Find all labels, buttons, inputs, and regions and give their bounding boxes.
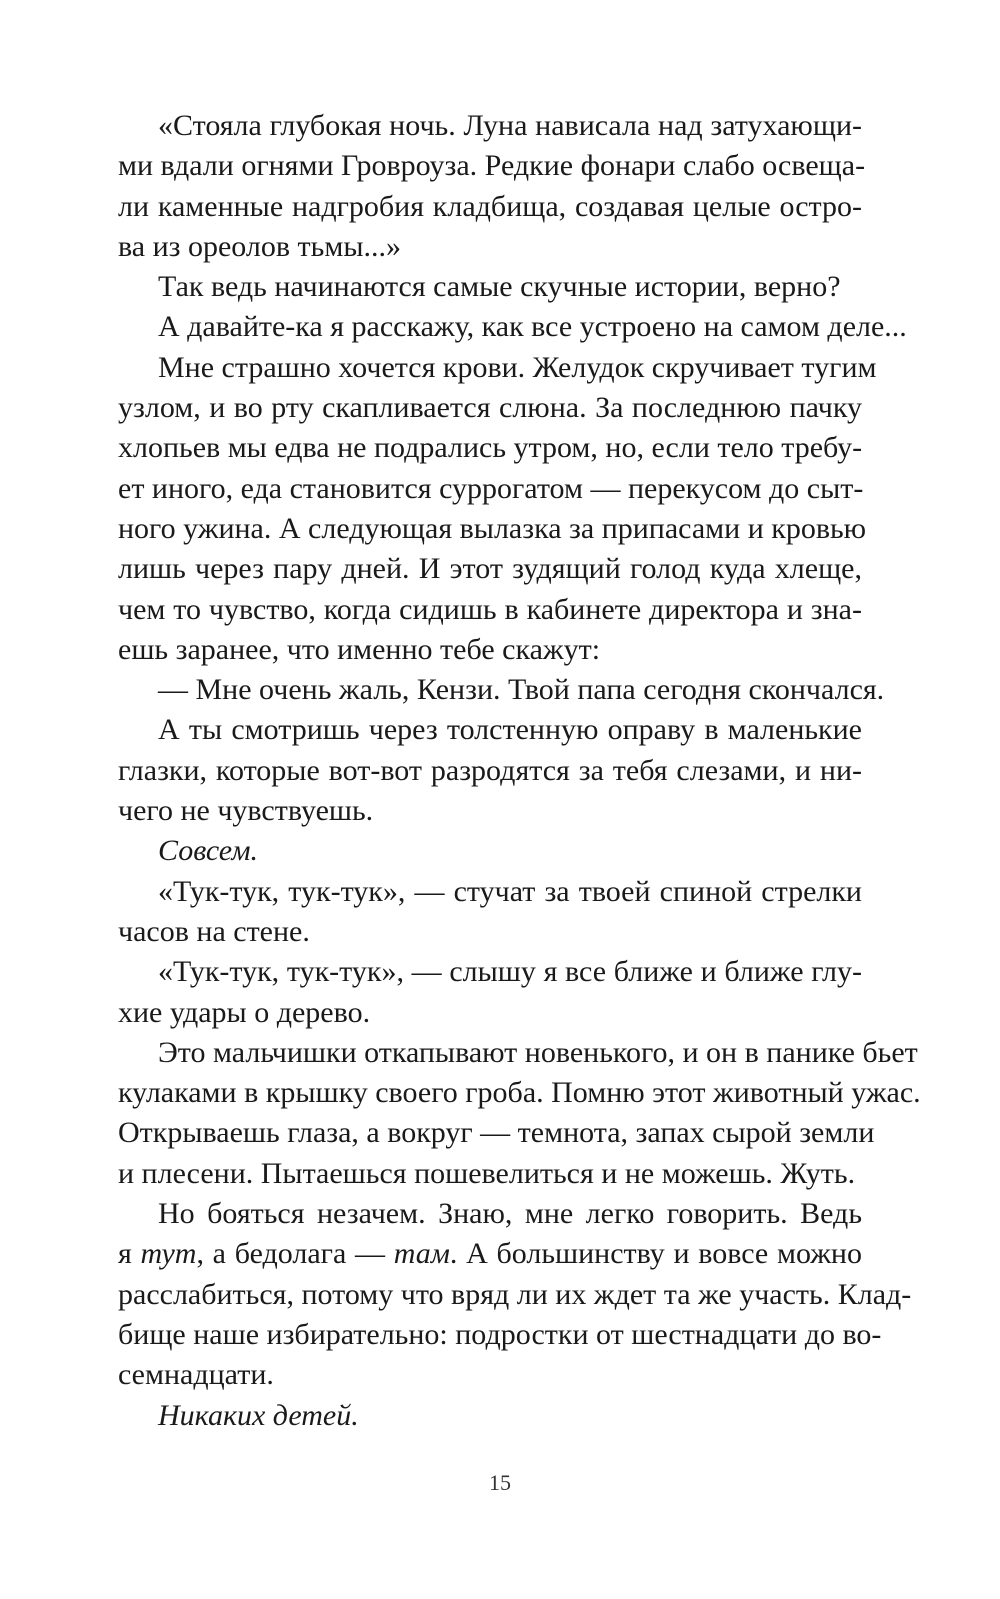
- text-line: Мне страшно хочется крови. Желудок скручивает тугим: [158, 350, 877, 384]
- text-line: бище наше избирательно: подростки от шестнадцати до во-: [118, 1317, 882, 1351]
- text-line: и плесени. Пытаешься пошевелиться и не можешь. Жуть.: [118, 1156, 856, 1190]
- italic-text: Совсем.: [158, 834, 258, 868]
- text-line: ешь заранее, что именно тебе скажут:: [118, 632, 601, 666]
- text-line: — Мне очень жаль, Кензи. Твой папа сегодня скончался.: [158, 673, 885, 707]
- text-line: ного ужина. А следующая вылазка за припасами и кровью: [118, 511, 867, 545]
- text-line: Открываешь глаза, а вокруг — темнота, запах сырой земли: [118, 1116, 875, 1150]
- text-line: чем то чувство, когда сидишь в кабинете директора и зна-: [118, 592, 862, 626]
- text-line: семнадцати.: [118, 1358, 274, 1392]
- page-number: 15: [489, 1470, 511, 1495]
- text-line: «Тук-тук, тук-тук», — слышу я все ближе и ближе глу-: [158, 955, 862, 989]
- text-line: хлопьев мы едва не подрались утром, но, если тело требу-: [118, 431, 863, 465]
- text-line: [118, 1396, 862, 1436]
- text-line-with-italics: я тут, а бедолага — там. А большинству и вовсе можно: [118, 1237, 862, 1271]
- text-line: узлом, и во рту скапливается слюна. За последнюю пачку: [118, 391, 862, 425]
- italic-text: Никаких детей.: [158, 1398, 359, 1432]
- text-line: кулаками в крышку своего гроба. Помню этот животный ужас.: [118, 1076, 921, 1110]
- text-line: ли каменные надгробия кладбища, создавая целые остро-: [118, 189, 862, 223]
- text-line: хие удары о дерево.: [118, 995, 371, 1029]
- text-line: ет иного, еда становится суррогатом — перекусом до сыт-: [118, 471, 864, 505]
- book-page-text: [118, 106, 921, 1436]
- text-line: часов на стене.: [118, 914, 310, 948]
- text-line: глазки, которые вот-вот разродятся за тебя слезами, и ни-: [118, 753, 862, 787]
- text-line: Это мальчишки откапывают новенького, и он в панике бьет: [158, 1035, 918, 1069]
- text-line: [118, 831, 862, 871]
- text-line: ми вдали огнями Гровроуза. Редкие фонари слабо освеща-: [118, 149, 866, 183]
- text-line: «Стояла глубокая ночь. Луна нависала над затухающи-: [158, 109, 862, 142]
- text-line: ва из ореолов тьмы...»: [118, 229, 401, 263]
- text-line: Но бояться незачем. Знаю, мне легко говорить. Ведь: [158, 1197, 862, 1231]
- text-line: лишь через пару дней. И этот зудящий голод куда хлеще,: [118, 552, 862, 586]
- text-line: чего не чувствуешь.: [118, 794, 374, 828]
- text-line: расслабиться, потому что вряд ли их ждет та же участь. Клад-: [118, 1277, 912, 1311]
- italic-text: тут: [140, 1237, 197, 1271]
- text-line: Так ведь начинаются самые скучные истории, верно?: [158, 270, 841, 304]
- text-line: А давайте-ка я расскажу, как все устроено на самом деле...: [158, 310, 907, 344]
- text-line: А ты смотришь через толстенную оправу в маленькие: [158, 713, 862, 747]
- italic-text: там: [393, 1237, 450, 1271]
- text-line: «Тук-тук, тук-тук», — стучат за твоей спиной стрелки: [158, 874, 862, 908]
